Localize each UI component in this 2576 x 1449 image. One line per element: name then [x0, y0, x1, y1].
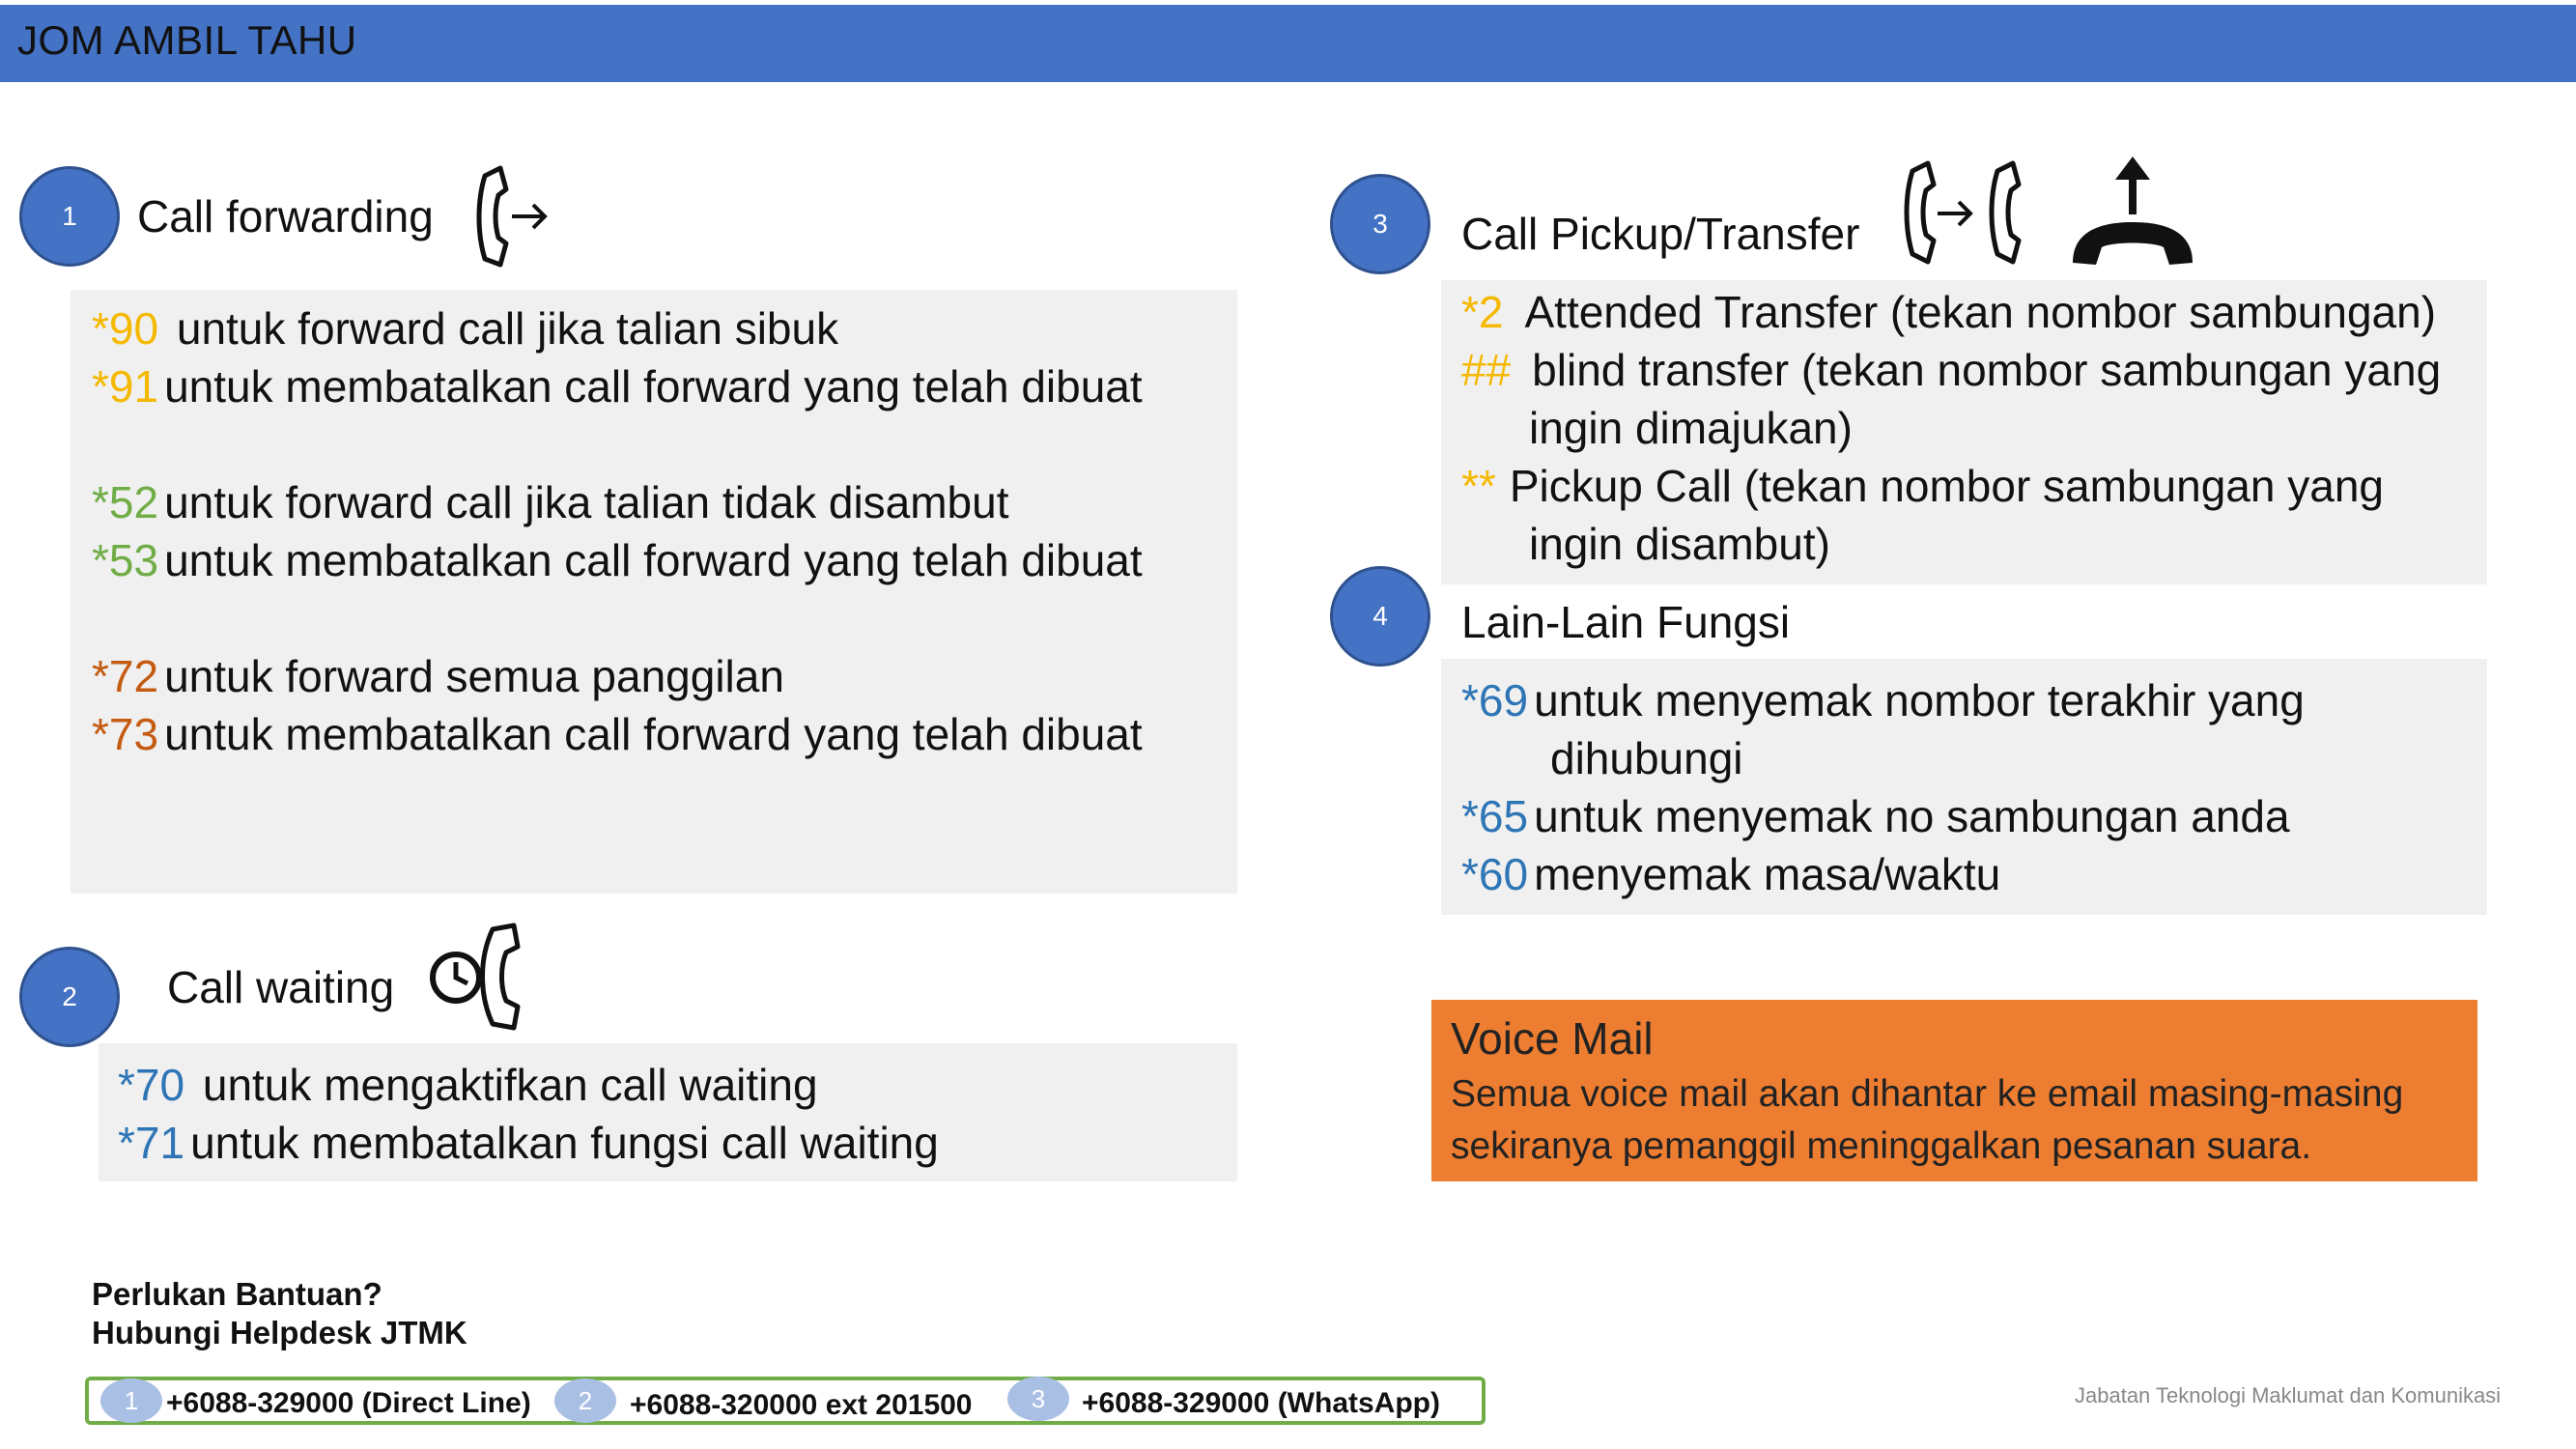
code-description: untuk forward call jika talian tidak disambut [164, 477, 1009, 527]
code-label: *90 [92, 303, 159, 354]
code-label: *52 [92, 477, 159, 527]
code-label: *73 [92, 709, 159, 759]
section-number-1: 1 [19, 166, 120, 267]
page-title: JOM AMBIL TAHU [17, 17, 357, 63]
code-description: Pickup Call (tekan nombor sambungan yang [1509, 461, 2384, 511]
footer-department: Jabatan Teknologi Maklumat dan Komunikasi [2075, 1383, 2502, 1407]
code-label: *70 [118, 1060, 185, 1110]
section-title-call-forwarding: Call forwarding [137, 191, 434, 242]
voicemail-line-2: sekiranya pemanggil meninggalkan pesanan suara. [1451, 1125, 2312, 1167]
voicemail-title: Voice Mail [1451, 1013, 1654, 1064]
contact-whatsapp[interactable]: +6088-329000 (WhatsApp) [1082, 1387, 1440, 1419]
section-number-3: 3 [1330, 174, 1430, 274]
contact-direct-line[interactable]: +6088-329000 (Direct Line) [166, 1387, 531, 1419]
code-label: ** [1461, 461, 1496, 511]
header-bar [0, 5, 2576, 82]
code-line-continuation: ingin dimajukan) [1529, 403, 1853, 453]
code-description: untuk menyemak nombor terakhir yang [1534, 675, 2305, 725]
contact-number-3: 3 [1007, 1377, 1069, 1421]
code-label: ## [1461, 345, 1512, 395]
code-description: untuk menyemak no sambungan anda [1534, 791, 2290, 841]
code-description: untuk membatalkan fungsi call waiting [190, 1118, 939, 1168]
code-label: *53 [92, 535, 159, 585]
contact-number-1: 1 [100, 1378, 162, 1423]
code-line [92, 647, 784, 705]
code-line [1461, 671, 2305, 729]
phone-pickup-icon [2067, 155, 2197, 270]
section-number-4: 4 [1330, 566, 1430, 667]
code-line [118, 1114, 939, 1172]
code-description: untuk forward call jika talian sibuk [164, 303, 839, 354]
code-description: untuk forward semua panggilan [164, 651, 784, 701]
code-line [92, 705, 1143, 763]
code-line [1461, 457, 2384, 515]
code-line [92, 473, 1009, 531]
contact-number-2: 2 [554, 1378, 616, 1423]
code-description: untuk mengaktifkan call waiting [190, 1060, 818, 1110]
code-line [92, 357, 1143, 415]
section-title-call-waiting: Call waiting [167, 962, 395, 1012]
code-label: *71 [118, 1118, 185, 1168]
code-line [118, 1056, 818, 1114]
code-line [1461, 341, 2441, 399]
code-label: *2 [1461, 287, 1504, 337]
code-line [1461, 845, 2000, 903]
help-subheading: Hubungi Helpdesk JTMK [92, 1315, 467, 1350]
code-description: menyemak masa/waktu [1534, 849, 2001, 899]
contact-extension[interactable]: +6088-320000 ext 201500 [630, 1389, 973, 1421]
code-description: untuk membatalkan call forward yang telah dibuat [164, 535, 1143, 585]
code-description: blind transfer (tekan nombor sambungan yang [1532, 345, 2442, 395]
code-description: untuk membatalkan call forward yang telah dibuat [164, 709, 1143, 759]
code-label: *65 [1461, 791, 1529, 841]
code-line [1461, 283, 2436, 341]
section-number-2: 2 [19, 947, 120, 1047]
section-title-other-functions: Lain-Lain Fungsi [1461, 597, 1791, 647]
code-label: *60 [1461, 849, 1529, 899]
help-heading: Perlukan Bantuan? [92, 1276, 382, 1312]
code-description: Attended Transfer (tekan nombor sambungan) [1524, 287, 2437, 337]
code-line-continuation: ingin disambut) [1529, 519, 1830, 569]
code-label: *91 [92, 361, 159, 412]
code-label: *69 [1461, 675, 1529, 725]
code-label: *72 [92, 651, 159, 701]
code-description: untuk membatalkan call forward yang telah dibuat [164, 361, 1143, 412]
voicemail-line-1: Semua voice mail akan dihantar ke email masing-masing [1451, 1073, 2404, 1115]
section-title-call-pickup: Call Pickup/Transfer [1461, 209, 1860, 259]
code-line [92, 299, 838, 357]
code-line-continuation: dihubungi [1550, 733, 1743, 783]
phone-forward-icon [471, 162, 551, 269]
phone-transfer-icon [1901, 157, 2026, 268]
phone-waiting-icon [425, 920, 524, 1034]
code-line [92, 531, 1143, 589]
code-line [1461, 787, 2290, 845]
